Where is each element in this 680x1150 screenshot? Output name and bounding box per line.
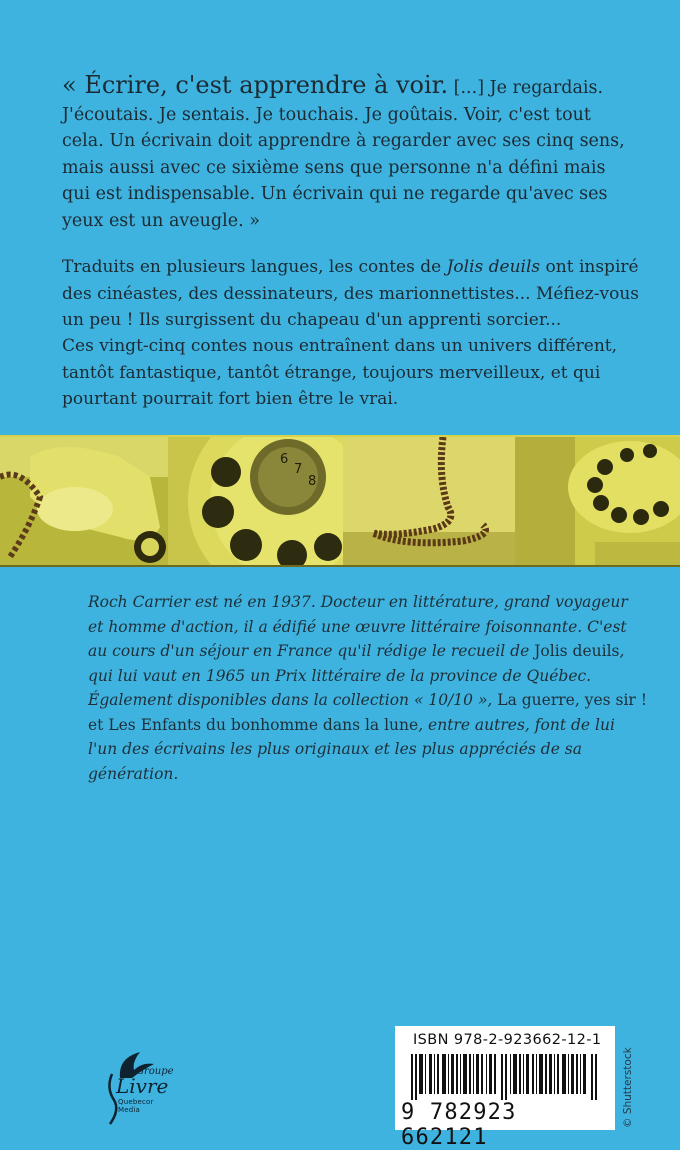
photo-rotary-dial xyxy=(168,437,343,565)
telephone-photo-strip xyxy=(0,435,680,567)
dial-number-7: 7 xyxy=(294,462,303,477)
dial-number-8: 8 xyxy=(308,474,317,489)
bio-text-3: et xyxy=(88,715,109,734)
author-biography xyxy=(88,590,648,786)
book-title-jolis-deuils: Jolis deuils xyxy=(446,257,541,277)
isbn-label: ISBN 978-2-923662-12-1 xyxy=(413,1032,602,1048)
photo-credit: © Shutterstock xyxy=(622,1047,634,1128)
dial-number-6: 6 xyxy=(280,452,289,467)
publisher-groupe: Groupe xyxy=(136,1066,174,1077)
quote-heading: « Écrire, c'est apprendre à voir. xyxy=(62,71,449,99)
para2-text-start: Traduits en plusieurs langues, les contes de xyxy=(62,257,447,277)
publisher-quebecor: Quebecor Media xyxy=(118,1098,154,1114)
bio-text-4: , entre autres, font de lui l'un des écrivains les plus originaux et les plus appréciés de sa génération. xyxy=(88,715,615,783)
paragraph-summary: Ces vingt-cinq contes nous entraînent dans un univers différent, tantôt fantastique, tantôt étrange, toujours merveilleux, et qui pourtant pourrait fort bien être le vrai. xyxy=(62,336,618,409)
bio-title-la-guerre: La guerre, yes sir ! xyxy=(497,691,647,709)
paragraph-translations xyxy=(62,254,647,334)
para2-text-end: ont inspiré des cinéastes, des dessinateurs, des marionnettistes... Méfiez-vous un peu ! Ils surgissent du chapeau d'un apprenti sorcier... xyxy=(62,257,640,330)
publisher-logo xyxy=(98,1048,178,1130)
bio-text-2: , qui lui vaut en 1965 un Prix littéraire de la province de Québec. Également disponibles dans la collection « 10/10 », xyxy=(88,642,625,709)
bio-title-jolis-deuils: Jolis deuils xyxy=(534,642,620,660)
bio-text-1: Roch Carrier est né en 1937. Docteur en littérature, grand voyageur et homme d'action, il a édifié une œuvre littéraire foisonnante. C'est au cours d'un séjour en France qu'il rédige le recueil de xyxy=(88,593,628,660)
bio-title-les-enfants: Les Enfants du bonhomme dans la lune xyxy=(108,715,419,734)
quote-body: [...] Je regardais. J'écoutais. Je sentais. Je touchais. Je goûtais. Voir, c'est tout cela. Un écrivain doit apprendre à regarder avec ses cinq sens, mais aussi avec ce sixième sens que personne n'a défini mais qui est indispensable. Un écrivain qui ne regarde qu'avec ses yeux est un aveugle. » xyxy=(62,78,625,231)
barcode-digits: 9 782923 662121 xyxy=(401,1100,517,1150)
publisher-livre: Livre xyxy=(116,1074,169,1098)
photo-coiled-cord xyxy=(343,437,515,565)
photo-telephone-dial-closeup xyxy=(515,437,680,565)
barcode-icon xyxy=(407,1054,603,1100)
isbn-barcode-box xyxy=(395,1026,615,1150)
photo-telephone-handset xyxy=(0,437,168,565)
back-cover-quote xyxy=(62,72,632,234)
